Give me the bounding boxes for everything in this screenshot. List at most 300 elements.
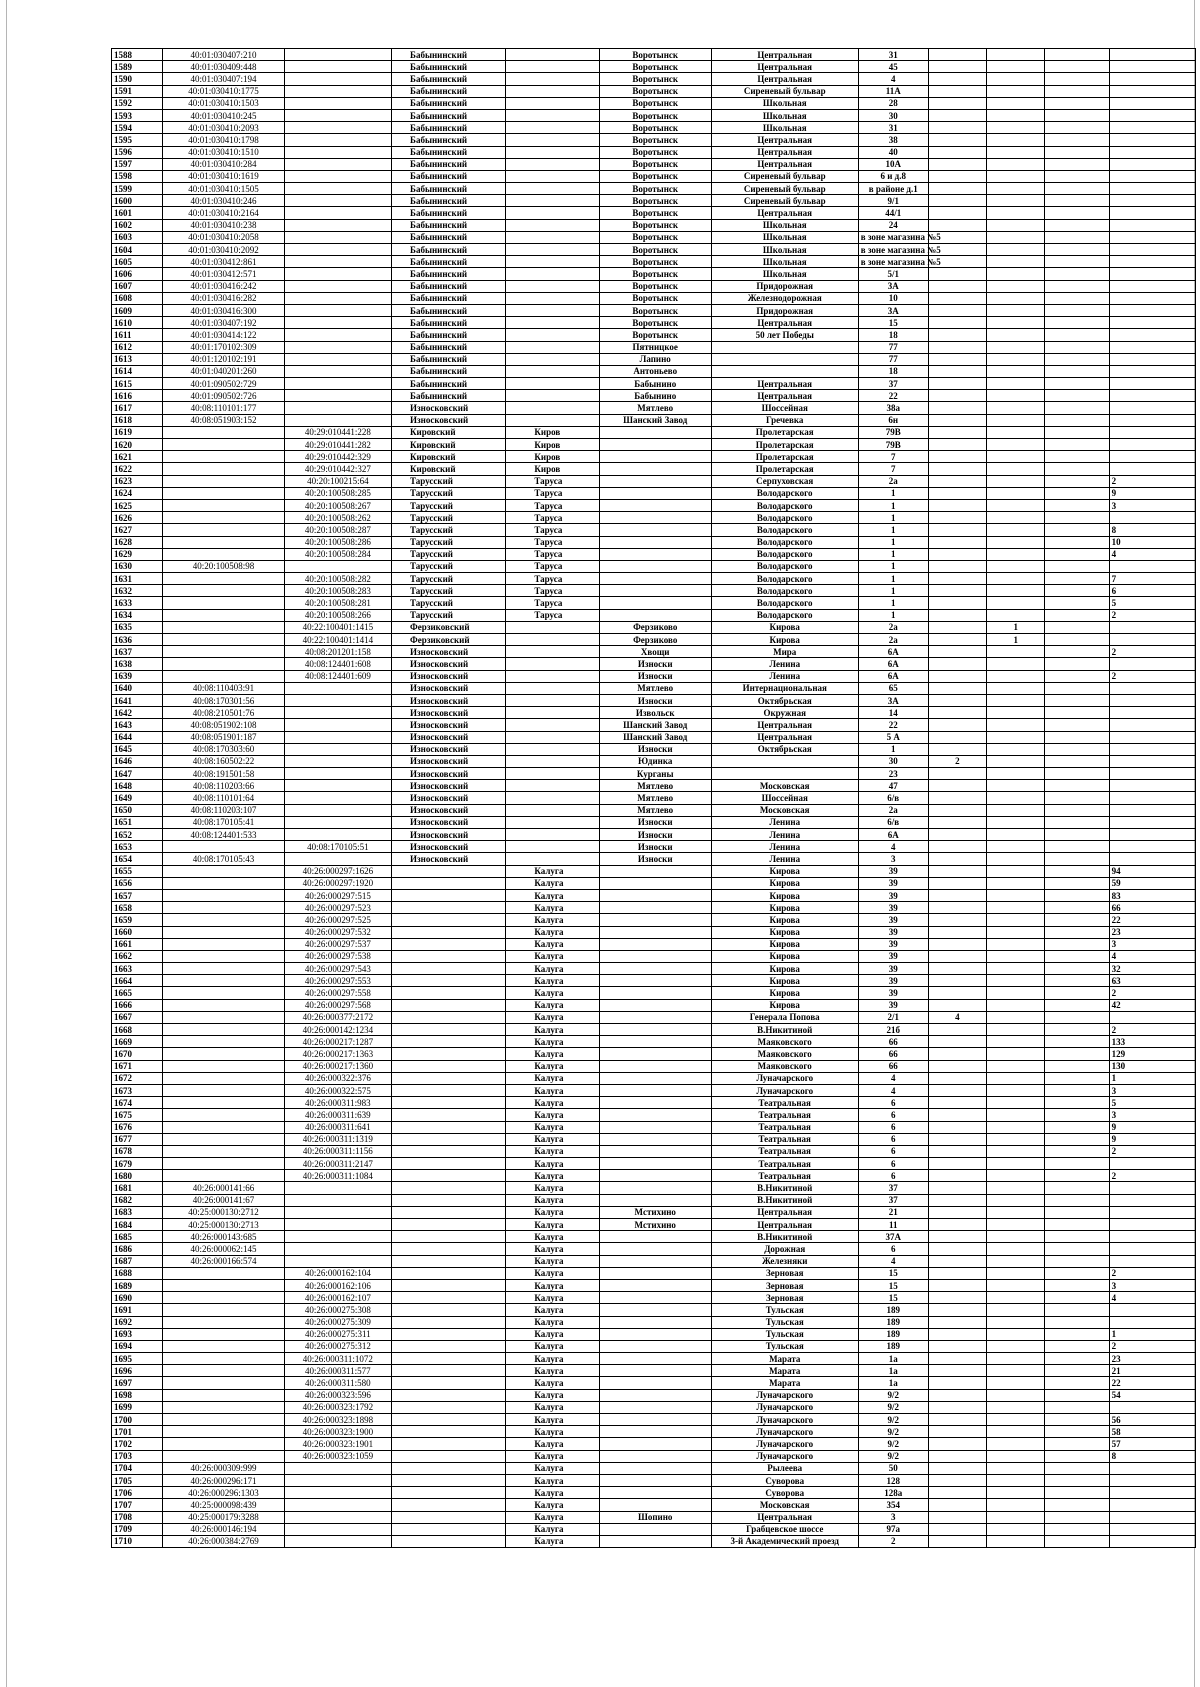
cell-extra-a bbox=[928, 1438, 986, 1450]
cell-street: Кирова bbox=[711, 938, 858, 950]
cell-house: 2 bbox=[858, 1535, 928, 1547]
cell-extra-a bbox=[928, 1511, 986, 1523]
cell-settlement: Воротынск bbox=[599, 317, 711, 329]
cell-district bbox=[392, 1377, 506, 1389]
cell-settlement bbox=[599, 1474, 711, 1486]
cell-cadastral-number-building: 40:26:000297:537 bbox=[284, 938, 391, 950]
cell-city: Калуга bbox=[506, 1255, 599, 1267]
cell-apartment bbox=[1109, 1206, 1195, 1218]
cell-district bbox=[392, 1219, 506, 1231]
cell-cadastral-number-building bbox=[284, 1462, 391, 1474]
cell-extra-b bbox=[987, 195, 1045, 207]
cell-cadastral-number-building bbox=[284, 1194, 391, 1206]
cell-row-number: 1652 bbox=[112, 829, 163, 841]
cell-extra-b bbox=[987, 719, 1045, 731]
cell-house: 50 bbox=[858, 1462, 928, 1474]
cell-district: Износковский bbox=[392, 853, 506, 865]
cell-apartment: 9 bbox=[1109, 487, 1195, 499]
cell-cadastral-number-land: 40:25:000130:2712 bbox=[163, 1206, 284, 1218]
cell-apartment bbox=[1109, 61, 1195, 73]
cell-settlement bbox=[599, 865, 711, 877]
cell-extra-c bbox=[1045, 512, 1109, 524]
cell-city: Таруса bbox=[506, 573, 599, 585]
cell-extra-b: 1 bbox=[987, 634, 1045, 646]
cell-extra-a bbox=[928, 1048, 986, 1060]
cell-street: Кирова bbox=[711, 877, 858, 889]
cell-apartment: 57 bbox=[1109, 1438, 1195, 1450]
cell-apartment bbox=[1109, 414, 1195, 426]
cell-city bbox=[506, 353, 599, 365]
cell-cadastral-number-land: 40:26:000143:685 bbox=[163, 1231, 284, 1243]
cell-district: Износковский bbox=[392, 804, 506, 816]
cell-row-number: 1636 bbox=[112, 634, 163, 646]
cell-settlement: Воротынск bbox=[599, 304, 711, 316]
cell-row-number: 1630 bbox=[112, 560, 163, 572]
cell-settlement bbox=[599, 1182, 711, 1194]
cell-house: 39 bbox=[858, 975, 928, 987]
cell-row-number: 1658 bbox=[112, 902, 163, 914]
cell-apartment: 3 bbox=[1109, 1084, 1195, 1096]
cell-cadastral-number-land: 40:08:170301:56 bbox=[163, 694, 284, 706]
cell-district: Бабынинский bbox=[392, 329, 506, 341]
cell-street: Центральная bbox=[711, 390, 858, 402]
cell-settlement bbox=[599, 1072, 711, 1084]
cell-district: Кировский bbox=[392, 439, 506, 451]
cell-row-number: 1645 bbox=[112, 743, 163, 755]
cell-cadastral-number-building bbox=[284, 365, 391, 377]
cell-street: Марата bbox=[711, 1353, 858, 1365]
cell-house: 4 bbox=[858, 1084, 928, 1096]
cell-extra-a bbox=[928, 451, 986, 463]
cell-district bbox=[392, 1243, 506, 1255]
table-row bbox=[112, 207, 1196, 219]
cell-apartment bbox=[1109, 792, 1195, 804]
cell-apartment bbox=[1109, 158, 1195, 170]
cell-extra-a bbox=[928, 1072, 986, 1084]
cell-row-number: 1672 bbox=[112, 1072, 163, 1084]
cell-settlement bbox=[599, 1365, 711, 1377]
cell-street: Луначарского bbox=[711, 1401, 858, 1413]
cell-extra-c bbox=[1045, 1316, 1109, 1328]
cell-street: Кирова bbox=[711, 999, 858, 1011]
cell-house: 1 bbox=[858, 499, 928, 511]
cell-cadastral-number-land bbox=[163, 634, 284, 646]
cell-street: Тульская bbox=[711, 1328, 858, 1340]
cell-district: Бабынинский bbox=[392, 256, 506, 268]
cell-row-number: 1594 bbox=[112, 122, 163, 134]
cell-cadastral-number-building: 40:26:000217:1287 bbox=[284, 1036, 391, 1048]
table-row bbox=[112, 548, 1196, 560]
cell-apartment bbox=[1109, 244, 1195, 256]
cell-cadastral-number-building: 40:26:000275:311 bbox=[284, 1328, 391, 1340]
cell-street: Суворова bbox=[711, 1487, 858, 1499]
cell-district: Износковский bbox=[392, 694, 506, 706]
cell-apartment bbox=[1109, 402, 1195, 414]
cell-apartment bbox=[1109, 1511, 1195, 1523]
cell-city bbox=[506, 682, 599, 694]
cell-extra-c bbox=[1045, 719, 1109, 731]
cell-city bbox=[506, 122, 599, 134]
cell-extra-c bbox=[1045, 548, 1109, 560]
cell-extra-b bbox=[987, 658, 1045, 670]
cell-row-number: 1608 bbox=[112, 292, 163, 304]
cell-house: 66 bbox=[858, 1036, 928, 1048]
cell-settlement: Воротынск bbox=[599, 195, 711, 207]
cell-city: Калуга bbox=[506, 1109, 599, 1121]
cell-street: Луначарского bbox=[711, 1389, 858, 1401]
cell-extra-b bbox=[987, 1109, 1045, 1121]
cell-street: В.Никитиной bbox=[711, 1024, 858, 1036]
cell-house: 4 bbox=[858, 1255, 928, 1267]
cell-extra-a bbox=[928, 402, 986, 414]
table-row bbox=[112, 1145, 1196, 1157]
cell-row-number: 1621 bbox=[112, 451, 163, 463]
cell-extra-a bbox=[928, 1084, 986, 1096]
cell-row-number: 1656 bbox=[112, 877, 163, 889]
cell-house: 1 bbox=[858, 573, 928, 585]
cell-house: в районе д.1 bbox=[858, 183, 928, 195]
cell-extra-a bbox=[928, 183, 986, 195]
cell-apartment bbox=[1109, 134, 1195, 146]
cell-apartment bbox=[1109, 439, 1195, 451]
cell-cadastral-number-building: 40:26:000297:523 bbox=[284, 902, 391, 914]
cell-row-number: 1659 bbox=[112, 914, 163, 926]
cell-settlement: Ферзиково bbox=[599, 634, 711, 646]
cell-cadastral-number-building: 40:26:000322:376 bbox=[284, 1072, 391, 1084]
table-row bbox=[112, 146, 1196, 158]
cell-street: Володарского bbox=[711, 609, 858, 621]
cell-extra-a bbox=[928, 548, 986, 560]
cell-settlement bbox=[599, 1340, 711, 1352]
cell-settlement: Воротынск bbox=[599, 122, 711, 134]
cell-extra-c bbox=[1045, 1304, 1109, 1316]
cell-apartment bbox=[1109, 1182, 1195, 1194]
cell-extra-c bbox=[1045, 207, 1109, 219]
cell-settlement: Износки bbox=[599, 841, 711, 853]
table-row bbox=[112, 694, 1196, 706]
cell-settlement: Мятлево bbox=[599, 792, 711, 804]
cell-row-number: 1615 bbox=[112, 378, 163, 390]
cell-cadastral-number-land: 40:01:030410:1510 bbox=[163, 146, 284, 158]
cell-settlement bbox=[599, 1170, 711, 1182]
cell-street: Школьная bbox=[711, 256, 858, 268]
cell-house: 1 bbox=[858, 548, 928, 560]
cell-extra-a bbox=[928, 926, 986, 938]
cell-street: Центральная bbox=[711, 719, 858, 731]
cell-apartment bbox=[1109, 1499, 1195, 1511]
table-row bbox=[112, 1487, 1196, 1499]
cell-cadastral-number-building bbox=[284, 329, 391, 341]
cell-extra-a bbox=[928, 1097, 986, 1109]
table-row bbox=[112, 524, 1196, 536]
cell-house: 1 bbox=[858, 524, 928, 536]
cell-extra-a bbox=[928, 219, 986, 231]
cell-city: Киров bbox=[506, 463, 599, 475]
cell-apartment: 23 bbox=[1109, 926, 1195, 938]
cell-city bbox=[506, 134, 599, 146]
cell-cadastral-number-building: 40:26:000323:596 bbox=[284, 1389, 391, 1401]
cell-extra-c bbox=[1045, 1158, 1109, 1170]
cell-district: Бабынинский bbox=[392, 85, 506, 97]
cell-street: Ленина bbox=[711, 853, 858, 865]
cell-cadastral-number-land bbox=[163, 1084, 284, 1096]
table-row bbox=[112, 475, 1196, 487]
cell-row-number: 1680 bbox=[112, 1170, 163, 1182]
cell-district bbox=[392, 938, 506, 950]
cell-apartment: 42 bbox=[1109, 999, 1195, 1011]
cell-settlement: Воротынск bbox=[599, 268, 711, 280]
cell-district bbox=[392, 1499, 506, 1511]
cell-city bbox=[506, 317, 599, 329]
cell-row-number: 1691 bbox=[112, 1304, 163, 1316]
cell-house: 39 bbox=[858, 938, 928, 950]
cell-settlement: Воротынск bbox=[599, 292, 711, 304]
cell-cadastral-number-building: 40:26:000162:107 bbox=[284, 1292, 391, 1304]
cell-settlement bbox=[599, 914, 711, 926]
cell-extra-c bbox=[1045, 1292, 1109, 1304]
cell-street: Интернациональная bbox=[711, 682, 858, 694]
cell-extra-b bbox=[987, 1426, 1045, 1438]
cell-apartment: 7 bbox=[1109, 573, 1195, 585]
table-row bbox=[112, 292, 1196, 304]
cell-extra-b bbox=[987, 329, 1045, 341]
table-row bbox=[112, 1353, 1196, 1365]
cell-extra-a bbox=[928, 439, 986, 451]
table-row bbox=[112, 585, 1196, 597]
cell-settlement bbox=[599, 1304, 711, 1316]
cell-extra-a bbox=[928, 1523, 986, 1535]
cell-extra-c bbox=[1045, 1414, 1109, 1426]
cell-cadastral-number-land bbox=[163, 439, 284, 451]
cell-city: Калуга bbox=[506, 1353, 599, 1365]
cell-extra-c bbox=[1045, 341, 1109, 353]
cell-district bbox=[392, 1292, 506, 1304]
cell-extra-b bbox=[987, 390, 1045, 402]
cell-settlement: Антоньево bbox=[599, 365, 711, 377]
cell-extra-c bbox=[1045, 1462, 1109, 1474]
cell-city: Таруса bbox=[506, 524, 599, 536]
cell-extra-a bbox=[928, 304, 986, 316]
cell-settlement: Ферзиково bbox=[599, 621, 711, 633]
cell-extra-b bbox=[987, 1474, 1045, 1486]
table-row bbox=[112, 1194, 1196, 1206]
cell-district bbox=[392, 1011, 506, 1023]
cell-extra-a bbox=[928, 378, 986, 390]
cell-row-number: 1603 bbox=[112, 231, 163, 243]
cell-row-number: 1592 bbox=[112, 97, 163, 109]
table-row bbox=[112, 1389, 1196, 1401]
cell-row-number: 1697 bbox=[112, 1377, 163, 1389]
cell-row-number: 1657 bbox=[112, 889, 163, 901]
cell-district bbox=[392, 865, 506, 877]
cell-extra-b bbox=[987, 73, 1045, 85]
cell-cadastral-number-building bbox=[284, 792, 391, 804]
cell-cadastral-number-building bbox=[284, 402, 391, 414]
cell-extra-b bbox=[987, 1328, 1045, 1340]
cell-cadastral-number-building bbox=[284, 694, 391, 706]
cell-cadastral-number-building bbox=[284, 85, 391, 97]
cell-district: Бабынинский bbox=[392, 231, 506, 243]
cell-district bbox=[392, 1487, 506, 1499]
cell-cadastral-number-building bbox=[284, 780, 391, 792]
table-row bbox=[112, 1316, 1196, 1328]
cell-extra-c bbox=[1045, 524, 1109, 536]
cell-cadastral-number-land bbox=[163, 1304, 284, 1316]
cell-cadastral-number-building: 40:26:000217:1360 bbox=[284, 1060, 391, 1072]
cell-cadastral-number-land bbox=[163, 536, 284, 548]
cell-cadastral-number-land: 40:08:051901:187 bbox=[163, 731, 284, 743]
cell-settlement: Извольск bbox=[599, 707, 711, 719]
cell-settlement bbox=[599, 1145, 711, 1157]
cell-apartment bbox=[1109, 1316, 1195, 1328]
cell-city bbox=[506, 853, 599, 865]
cell-row-number: 1634 bbox=[112, 609, 163, 621]
cell-house: 5/1 bbox=[858, 268, 928, 280]
cell-extra-b bbox=[987, 1414, 1045, 1426]
cell-cadastral-number-land: 40:01:030410:2093 bbox=[163, 122, 284, 134]
cell-extra-b bbox=[987, 1084, 1045, 1096]
cell-extra-b bbox=[987, 109, 1045, 121]
cell-extra-b bbox=[987, 207, 1045, 219]
cell-extra-b bbox=[987, 170, 1045, 182]
cell-street: Центральная bbox=[711, 134, 858, 146]
cell-extra-c bbox=[1045, 914, 1109, 926]
cell-extra-b bbox=[987, 231, 1045, 243]
table-row bbox=[112, 889, 1196, 901]
cell-settlement bbox=[599, 877, 711, 889]
cell-city: Таруса bbox=[506, 609, 599, 621]
cell-extra-b: 1 bbox=[987, 621, 1045, 633]
cell-extra-c bbox=[1045, 1097, 1109, 1109]
table-row bbox=[112, 317, 1196, 329]
cell-row-number: 1678 bbox=[112, 1145, 163, 1157]
cell-apartment bbox=[1109, 682, 1195, 694]
cell-district: Бабынинский bbox=[392, 61, 506, 73]
table-row bbox=[112, 1206, 1196, 1218]
cell-extra-a bbox=[928, 999, 986, 1011]
cell-cadastral-number-building: 40:22:100401:1415 bbox=[284, 621, 391, 633]
cell-extra-c bbox=[1045, 1036, 1109, 1048]
cell-extra-a bbox=[928, 280, 986, 292]
cell-house: 23 bbox=[858, 768, 928, 780]
cell-house: 5 А bbox=[858, 731, 928, 743]
cell-settlement: Воротынск bbox=[599, 146, 711, 158]
cell-extra-c bbox=[1045, 1353, 1109, 1365]
cell-row-number: 1647 bbox=[112, 768, 163, 780]
cell-city bbox=[506, 694, 599, 706]
cell-settlement bbox=[599, 1036, 711, 1048]
cell-district: Износковский bbox=[392, 707, 506, 719]
table-row bbox=[112, 378, 1196, 390]
cell-house: 77 bbox=[858, 353, 928, 365]
cell-apartment bbox=[1109, 1194, 1195, 1206]
cell-row-number: 1619 bbox=[112, 426, 163, 438]
cell-cadastral-number-land bbox=[163, 987, 284, 999]
cell-apartment: 3 bbox=[1109, 938, 1195, 950]
cell-extra-c bbox=[1045, 1231, 1109, 1243]
cell-city: Калуга bbox=[506, 1036, 599, 1048]
cell-district bbox=[392, 1389, 506, 1401]
cell-apartment bbox=[1109, 463, 1195, 475]
cell-extra-c bbox=[1045, 1328, 1109, 1340]
cell-apartment bbox=[1109, 353, 1195, 365]
cell-house: 6 bbox=[858, 1170, 928, 1182]
table-row bbox=[112, 670, 1196, 682]
cell-extra-a bbox=[928, 768, 986, 780]
cell-city: Калуга bbox=[506, 1243, 599, 1255]
table-row bbox=[112, 841, 1196, 853]
cell-extra-c bbox=[1045, 134, 1109, 146]
cell-cadastral-number-land: 40:01:120102:191 bbox=[163, 353, 284, 365]
table-row bbox=[112, 1365, 1196, 1377]
cell-cadastral-number-land bbox=[163, 865, 284, 877]
cell-apartment: 2 bbox=[1109, 1024, 1195, 1036]
cell-house: 39 bbox=[858, 926, 928, 938]
cell-house: 2а bbox=[858, 475, 928, 487]
table-row bbox=[112, 451, 1196, 463]
cell-extra-c bbox=[1045, 158, 1109, 170]
cell-row-number: 1595 bbox=[112, 134, 163, 146]
cell-cadastral-number-land bbox=[163, 585, 284, 597]
cell-settlement bbox=[599, 1426, 711, 1438]
cell-apartment: 32 bbox=[1109, 963, 1195, 975]
cell-cadastral-number-building: 40:20:100508:287 bbox=[284, 524, 391, 536]
cell-settlement bbox=[599, 1231, 711, 1243]
cell-settlement bbox=[599, 1097, 711, 1109]
cell-city: Таруса bbox=[506, 597, 599, 609]
cell-house: 9/2 bbox=[858, 1401, 928, 1413]
cell-house: 37 bbox=[858, 378, 928, 390]
cell-apartment: 2 bbox=[1109, 1145, 1195, 1157]
cell-extra-a bbox=[928, 914, 986, 926]
cell-city: Калуга bbox=[506, 1194, 599, 1206]
cell-extra-a bbox=[928, 743, 986, 755]
cell-row-number: 1641 bbox=[112, 694, 163, 706]
cell-city: Калуга bbox=[506, 1523, 599, 1535]
cell-extra-a bbox=[928, 1304, 986, 1316]
cell-cadastral-number-land: 40:08:110203:107 bbox=[163, 804, 284, 816]
cell-extra-c bbox=[1045, 329, 1109, 341]
cell-city: Калуга bbox=[506, 1121, 599, 1133]
cell-cadastral-number-land: 40:01:090502:729 bbox=[163, 378, 284, 390]
cell-city: Калуга bbox=[506, 1365, 599, 1377]
cell-extra-c bbox=[1045, 950, 1109, 962]
cell-cadastral-number-building: 40:26:000297:558 bbox=[284, 987, 391, 999]
table-row bbox=[112, 414, 1196, 426]
cell-extra-c bbox=[1045, 682, 1109, 694]
cell-house: 3 bbox=[858, 853, 928, 865]
cell-settlement: Шанский Завод bbox=[599, 719, 711, 731]
cell-apartment: 5 bbox=[1109, 1097, 1195, 1109]
cell-cadastral-number-land bbox=[163, 902, 284, 914]
table-row bbox=[112, 183, 1196, 195]
cell-city: Калуга bbox=[506, 1060, 599, 1072]
cell-extra-c bbox=[1045, 560, 1109, 572]
cell-settlement: Износки bbox=[599, 829, 711, 841]
cell-cadastral-number-land bbox=[163, 426, 284, 438]
cell-district bbox=[392, 975, 506, 987]
cell-extra-c bbox=[1045, 1121, 1109, 1133]
cell-extra-c bbox=[1045, 1511, 1109, 1523]
cell-street: Зерновая bbox=[711, 1267, 858, 1279]
cell-street: Шоссейная bbox=[711, 792, 858, 804]
cell-house: 47 bbox=[858, 780, 928, 792]
cell-extra-b bbox=[987, 1194, 1045, 1206]
cell-extra-a bbox=[928, 73, 986, 85]
cell-row-number: 1632 bbox=[112, 585, 163, 597]
cell-extra-c bbox=[1045, 268, 1109, 280]
cell-extra-b bbox=[987, 353, 1045, 365]
